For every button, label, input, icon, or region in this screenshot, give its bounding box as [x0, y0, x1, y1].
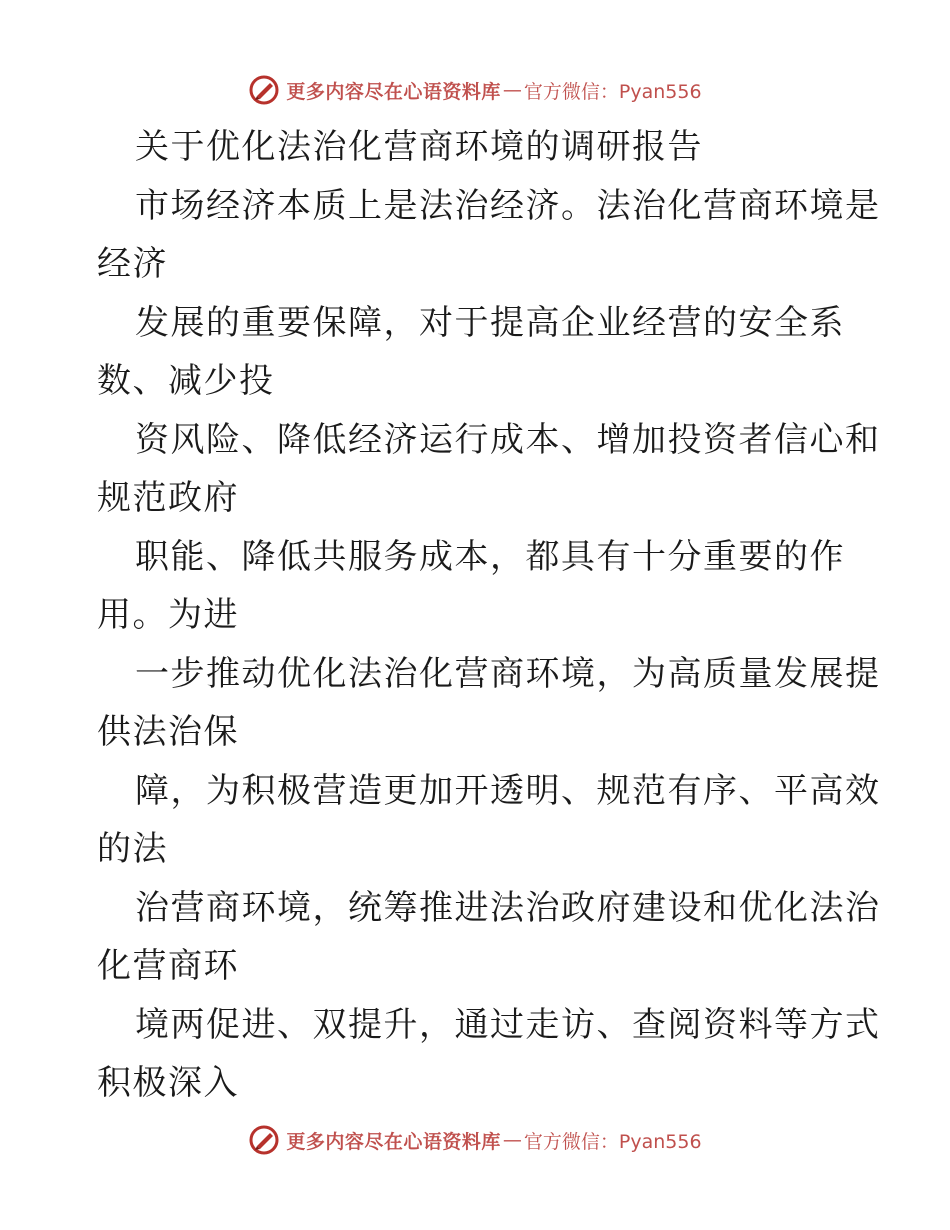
pen-logo-icon: [248, 1124, 280, 1156]
text-line: 市场经济本质上是法治经济。法治化营商环境是: [135, 185, 881, 226]
banner-text: 更多内容尽在心语资料库: [286, 80, 501, 103]
text-line: 一步推动优化法治化营商环境，为高质量发展提: [135, 653, 881, 694]
text-line: 资风险、降低经济运行成本、增加投资者信心和: [135, 419, 881, 460]
text-line: 化营商环: [97, 946, 239, 986]
pen-logo-icon: [248, 74, 280, 106]
text-line: 规范政府: [97, 478, 239, 518]
header-banner: [0, 70, 950, 110]
text-line: 障，为积极营造更加开透明、规范有序、平高效: [135, 770, 881, 811]
document-body: [97, 118, 881, 1113]
text-line: 境两促进、双提升，通过走访、查阅资料等方式: [135, 1004, 881, 1045]
banner-separator: —: [502, 1129, 522, 1151]
banner-wechat: 官方微信：Pyan556: [523, 80, 702, 103]
text-line: 的法: [97, 829, 168, 869]
banner-separator: —: [502, 79, 522, 101]
text-line: 用。为进: [97, 595, 239, 635]
text-line: 数、减少投: [97, 361, 275, 401]
text-line: 治营商环境，统筹推进法治政府建设和优化法治: [135, 887, 881, 928]
text-line: 积极深入: [97, 1063, 239, 1103]
text-line: 供法治保: [97, 712, 239, 752]
text-line: 经济: [97, 244, 168, 284]
banner-text: 更多内容尽在心语资料库: [286, 1130, 501, 1153]
footer-banner: [0, 1120, 950, 1160]
text-line: 职能、降低共服务成本，都具有十分重要的作: [135, 536, 845, 577]
document-title: 关于优化法治化营商环境的调研报告: [135, 127, 703, 167]
banner-wechat: 官方微信：Pyan556: [523, 1130, 702, 1153]
text-line: 发展的重要保障，对于提高企业经营的安全系: [135, 302, 845, 343]
